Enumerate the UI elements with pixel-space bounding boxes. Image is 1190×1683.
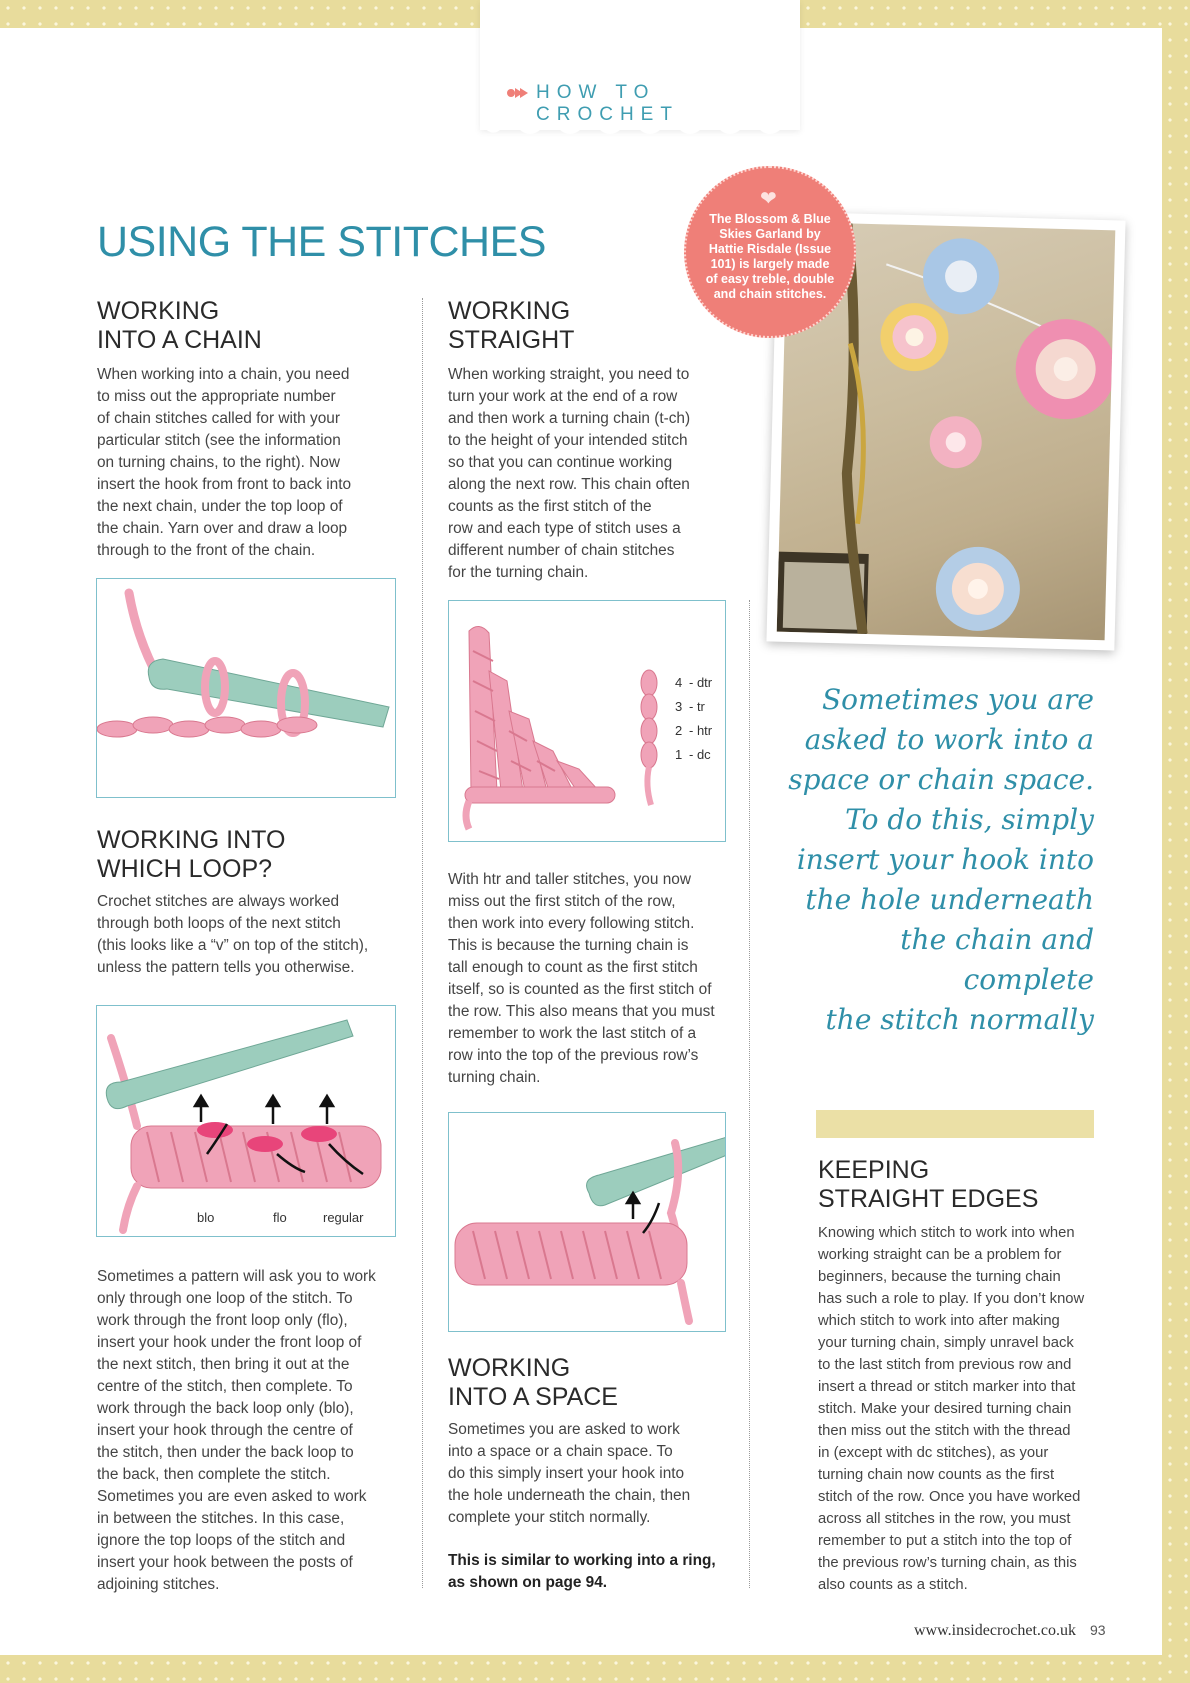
heading-keeping-straight-edges: KEEPING STRAIGHT EDGES <box>818 1156 1039 1213</box>
straight-body-text: When working straight, you need to turn your work at the end of a row and then work a turning chain (t-ch) to the height of your intended stitch so that you can continue working along the next row. This chain often counts as the first stitch of the row and each type of stitch uses a different number of chain stitches for the turning chain. <box>448 366 691 581</box>
page-title: USING THE STITCHES <box>97 218 546 266</box>
label-htr: - htr <box>689 723 713 738</box>
sidebar-accent-bar <box>816 1110 1094 1138</box>
right-dotted-border <box>1162 0 1190 1683</box>
label-4: 4 <box>675 675 683 690</box>
which-loop-diagram <box>96 1005 396 1237</box>
chain-diagram <box>96 578 396 798</box>
working-into-space-diagram <box>448 1112 726 1332</box>
heading-working-into-chain: WORKING INTO A CHAIN <box>97 297 262 354</box>
label-dc: - dc <box>689 747 711 762</box>
label-3: 3 <box>675 699 683 714</box>
heading-working-straight: WORKING STRAIGHT <box>448 297 575 354</box>
label-flo: flo <box>273 1210 287 1225</box>
turning-chain-diagram <box>448 600 726 842</box>
space-ring-note: This is similar to working into a ring, as shown on page 94. <box>448 1552 716 1591</box>
which-loop-body-text: Crochet stitches are always worked through both loops of the next stitch (this looks like a “v” on top of the stitch), unless the pattern tells you otherwise. <box>97 893 369 976</box>
heart-icon: ❤ <box>760 188 777 210</box>
bottom-dotted-border <box>0 1655 1190 1683</box>
page-number: 93 <box>1090 1622 1106 1638</box>
arrow-icon <box>506 86 530 100</box>
straight-edges-body-text: Knowing which stitch to work into when working straight can be a problem for beginners, because the turning chain has such a role to play. If you don’t know which stitch to work into after making your turning chain, simply unravel back to the last stitch from previous row and insert a thread or stitch marker into that stitch. Make your desired turning chain then miss out the stitch with the thread in (except with dc stitches), as your turning chain now counts as the first stitch of the row. Once you have worked across all stitches in the row, you must remember to put a stitch into the top of the previous row’s turning chain, as this also counts as a stitch. <box>818 1225 1085 1593</box>
label-1: 1 <box>675 747 683 762</box>
heading-which-loop: WORKING INTO WHICH LOOP? <box>97 826 286 883</box>
chain-body-text: When working into a chain, you need to miss out the appropriate number of chain stitches called for with your particular stitch (see the information on turning chains, to the right). Now insert the hook from front to back into the next chain, under the top loop of the chain. Yarn over and draw a loop through to the front of the chain. <box>97 366 352 559</box>
label-regular: regular <box>323 1210 364 1225</box>
heading-working-into-space: WORKING INTO A SPACE <box>448 1354 618 1411</box>
loop-details-body-text: Sometimes a pattern will ask you to work only through one loop of the stitch. To work through the front loop only (flo), insert your hook under the front loop of the next stitch, then bring it out at the centre of the stitch, then complete. To work through the back loop only (blo), insert your hook through the centre of the stitch, then under the back loop to the back, then complete the stitch. Sometimes you are even asked to work in between the stitches. In this case, ignore the top loops of the stitch and insert your hook between the posts of adjoining stitches. <box>97 1268 376 1593</box>
footer-url: www.insidecrochet.co.uk <box>914 1622 1077 1639</box>
column-divider-2 <box>749 600 750 1588</box>
column-divider-1 <box>422 298 423 1588</box>
section-label: HOW TO CROCHET <box>536 82 679 125</box>
label-tr: - tr <box>689 699 705 714</box>
label-blo: blo <box>197 1210 215 1225</box>
label-dtr: - dtr <box>689 675 713 690</box>
htr-body-text: With htr and taller stitches, you now miss out the first stitch of the row, then work into every following stitch. This is because the turning chain is tall enough to count as the first stitch itself, so is counted as the first stitch of the row. This also means that you must remember to work the last stitch of a row into the top of the previous row’s turning chain. <box>448 871 715 1086</box>
badge-caption-text: The Blossom & Blue Skies Garland by Hattie Risdale (Issue 101) is largely made of easy treble, double and chain stitches. <box>705 212 835 301</box>
label-2: 2 <box>675 723 683 738</box>
pull-quote: Sometimes you are asked to work into a space or chain space. To do this, simply insert your hook into the hole underneath the chain and complete the stitch normally <box>788 683 1094 1036</box>
space-body-text: Sometimes you are asked to work into a space or a chain space. To do this simply insert your hook into the hole underneath the chain, then complete your stitch normally. <box>448 1421 691 1526</box>
